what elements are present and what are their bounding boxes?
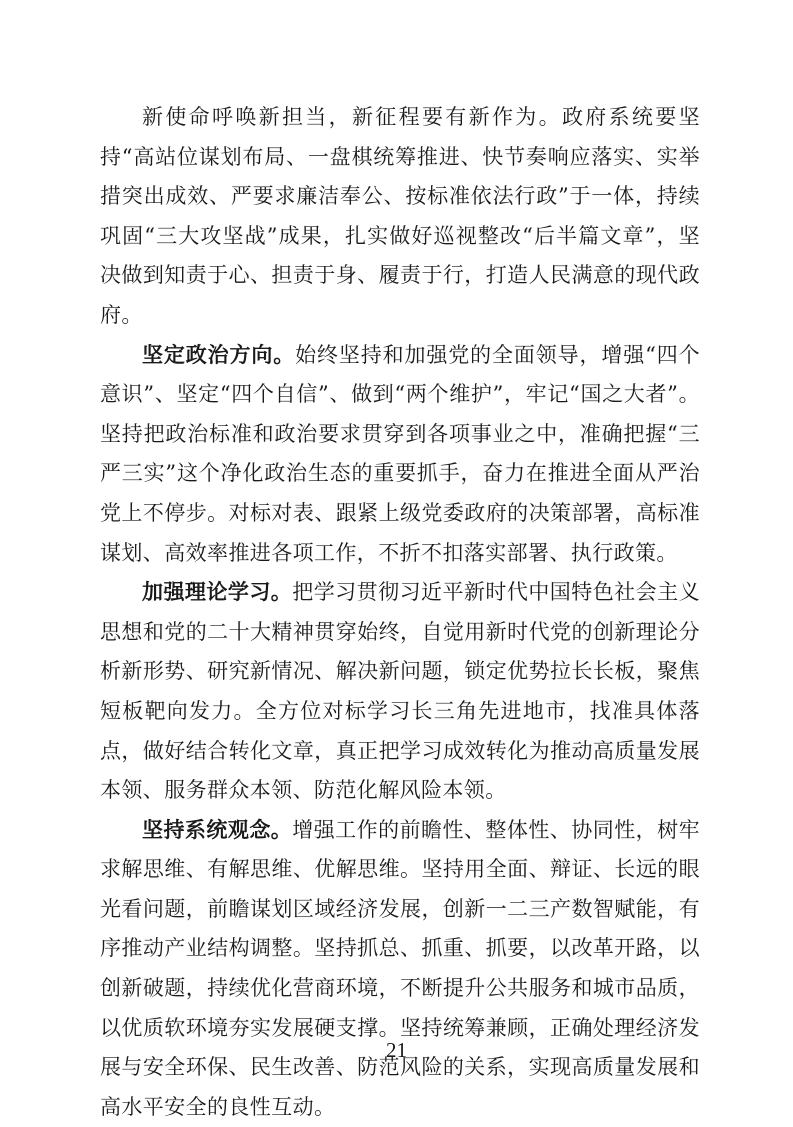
paragraph-1 — [100, 98, 700, 336]
page-number: 21 — [386, 1038, 407, 1062]
paragraph-3 — [100, 573, 700, 811]
paragraph-2 — [100, 336, 700, 574]
paragraph-4-lead: 坚持系统观念。 — [142, 817, 293, 842]
paragraph-4 — [100, 811, 700, 1127]
paragraph-2-lead: 坚定政治方向。 — [142, 342, 296, 367]
paragraph-3-text: 把学习贯彻习近平新时代中国特色社会主义思想和党的二十大精神贯穿始终，自觉用新时代党的创新理论分析新形势、研究新情况、解决新问题，锁定优势拉长长板，聚焦短板靶向发力。全方位对标学习长三角先进地市，找准具体落点，做好结合转化文章，真正把学习成效转化为推动高质量发展本领、服务群众本领、防范化解风险本领。 — [100, 580, 700, 803]
paragraph-4-text: 增强工作的前瞻性、整体性、协同性，树牢求解思维、有解思维、优解思维。坚持用全面、辩证、长远的眼光看问题，前瞻谋划区域经济发展，创新一二三产数智赋能，有序推动产业结构调整。坚持抓总、抓重、抓要，以改革开路，以创新破题，持续优化营商环境，不断提升公共服务和城市品质，以优质软环境夯实发展硬支撑。坚持统筹兼顾，正确处理经济发展与安全环保、民生改善、防范风险的关系，实现高质量发展和高水平安全的良性互动。 — [100, 817, 700, 1119]
body-text — [100, 98, 700, 1127]
paragraph-1-text: 新使命呼唤新担当，新征程要有新作为。政府系统要坚持“高站位谋划布局、一盘棋统筹推进、快节奏响应落实、实举措突出成效、严要求廉洁奉公、按标准依法行政”于一体，持续巩固“三大攻坚战”成果，扎实做好巡视整改“后半篇文章”，坚决做到知责于心、担责于身、履责于行，打造人民满意的现代政府。 — [100, 105, 700, 327]
paragraph-3-lead: 加强理论学习。 — [142, 580, 293, 605]
paragraph-2-text: 始终坚持和加强党的全面领导，增强“四个意识”、坚定“四个自信”、做到“两个维护”，牢记“国之大者”。坚持把政治标准和政治要求贯穿到各项事业之中，准确把握“三严三实”这个净化政治生态的重要抓手，奋力在推进全面从严治党上不停步。对标对表、跟紧上级党委政府的决策部署，高标准谋划、高效率推进各项工作，不折不扣落实部署、执行政策。 — [100, 342, 700, 565]
